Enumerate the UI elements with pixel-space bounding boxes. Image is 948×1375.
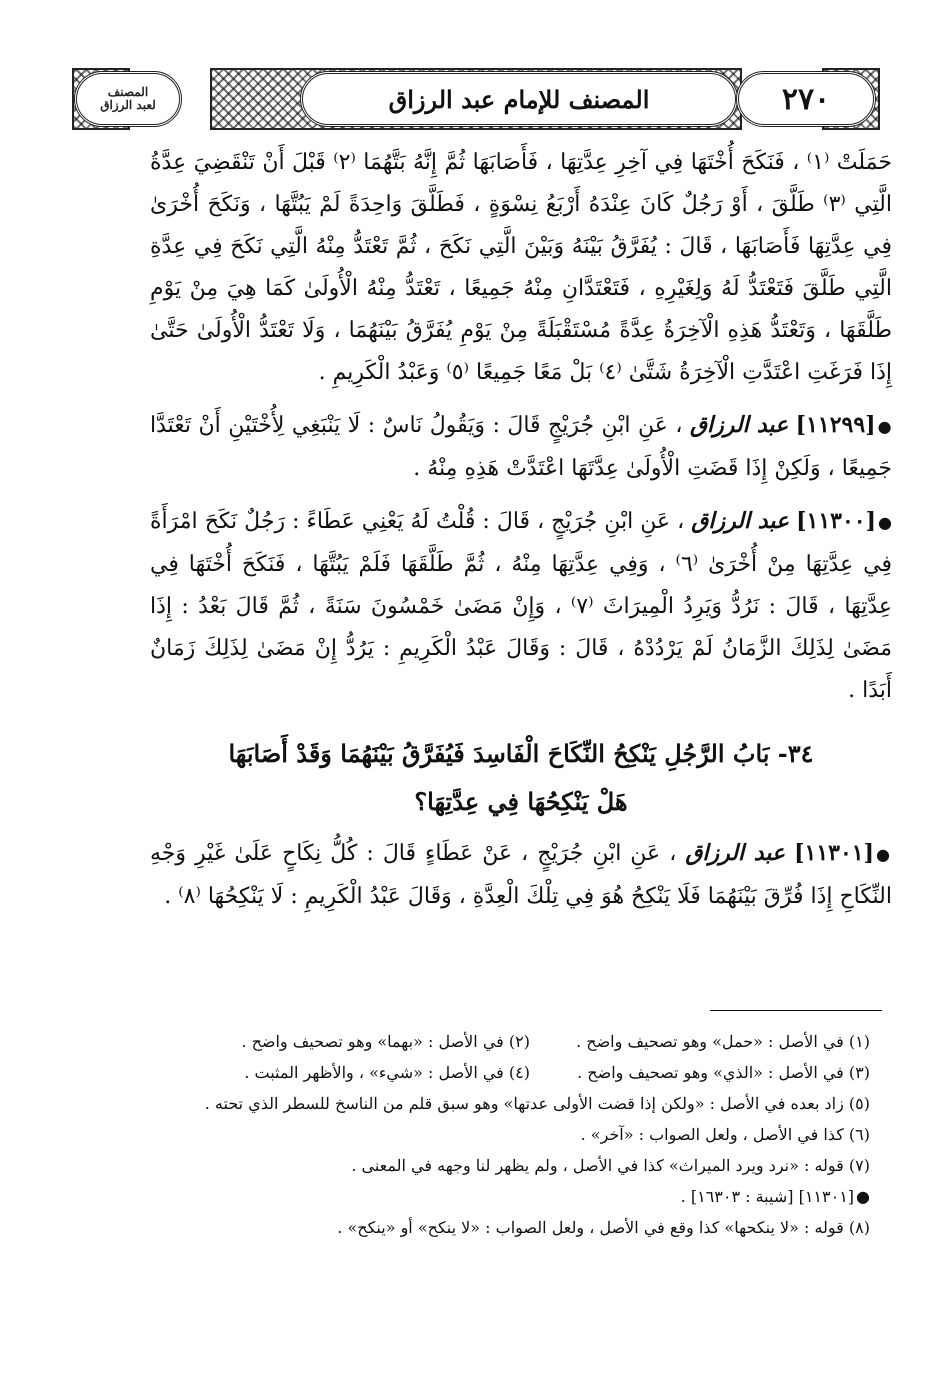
footnote-row [110,1026,870,1057]
main-text [150,142,892,918]
footnotes [110,1026,870,1243]
hadith-number: [١١٣٠١] [794,840,875,866]
paragraph-continuation: حَمَلَتْ ⁽١⁾ ، فَنَكَحَ أُخْتَهَا فِي آخِرِ عِدَّتِهَا ، فَأَصَابَهَا ثُمَّ إِنَّهُ بَتَّهُمَا ⁽٢⁾ قَبْلَ أَنْ تَنْقَضِيَ عِدَّةُ الَّتِي ⁽٣⁾ طَلَّقَ ، أَوْ رَجُلٌ كَانَ عِنْدَهُ أَرْبَعُ نِسْوَةٍ ، فَطَلَّقَ وَاحِدَةً لَمْ يَبُتَّهَا ، وَنَكَحَ أُخْرَىٰ فِي عِدَّتِهَا فَأَصَابَهَا ، قَالَ : يُفَرَّقُ بَيْنَهُ وَبَيْنَ الَّتِي نَكَحَ ، ثُمَّ تَعْتَدُّ مِنْهُ الَّتِي نَكَحَ فِي عِدَّةِ الَّتِي طَلَّقَ فَتَعْتَدُّ لَهُ وَلِغَيْرِهِ ، فَتَعْتَدَّانِ مِنْهُ جَمِيعًا ، تَعْتَدُّ مِنْهُ الْأُولَىٰ كَمَا هِيَ مِنْ يَوْمِ طَلَّقَهَا ، وَتَعْتَدُّ هَذِهِ الْآخِرَةُ عِدَّةً مُسْتَقْبَلَةً مِنْ يَوْمِ يُفَرَّقُ بَيْنَهُمَا ، وَلَا تَعْتَدُّ الْأُولَىٰ حَتَّىٰ إِذَا فَرَغَتِ اعْتَدَّتِ الْآخِرَةُ شَتَّىٰ ⁽٤⁾ بَلْ مَعًا جَمِيعًا ⁽٥⁾ وَعَبْدُ الْكَرِيمِ . [150,150,892,385]
footnote-reference-11301 [110,1181,870,1212]
reference-text: [١١٣٠١] [شيبة : ١٦٣٠٣] . [680,1187,855,1206]
hadith-11301 [150,832,892,918]
logo-line-1: المصنف [107,85,149,99]
hadith-text: ، عَنِ ابْنِ جُرَيْجٍ ، عَنْ عَطَاءٍ قَالَ : كُلُّ نِكَاحٍ عَلَىٰ غَيْرِ وَجْهِ النِّكَاحِ إِذَا فُرِّقَ بَيْنَهُمَا فَلَا يَنْكِحُ هُوَ فِي تِلْكَ الْعِدَّةِ ، وَقَالَ عَبْدُ الْكَرِيمِ : لَا يَنْكِحُهَا ⁽٨⁾ . [150,841,892,909]
hadith-number: [١١٢٩٩] [795,412,876,438]
footnote-6: (٦) كذا في الأصل ، ولعل الصواب : «آخر» . [580,1125,870,1144]
running-title [300,71,738,127]
footnote-1: (١) في الأصل : «حمل» وهو تصحيف واضح . [576,1032,870,1051]
footnote-separator [710,1010,882,1011]
hadith-number: [١١٣٠٠] [796,508,877,534]
chapter-heading-line-2: هَلْ يَنْكِحُهَا فِي عِدَّتِهَا؟ [414,787,628,816]
footnote-8: (٨) قوله : «لا ينكحها» كذا وقع في الأصل ، ولعل الصواب : «لا ينكح» أو «ينكح» . [337,1218,870,1237]
hadith-author: عبد الرزاق [685,840,786,866]
hadith-11300 [150,500,892,712]
logo-line-2: لعبد الرزاق [100,98,156,112]
footnote-7: (٧) قوله : «نرد ويرد الميراث» كذا في الأصل ، ولم يظهر لنا وجهه في المعنى . [351,1156,870,1175]
bullet-icon: ● [876,845,892,864]
hadith-text: ، عَنِ ابْنِ جُرَيْجٍ قَالَ : وَيَقُولُ نَاسٌ : لَا يَنْبَغِي لِأُخْتَيْنِ أَنْ تَعْتَدَّا جَمِيعًا ، وَلَكِنْ إِذَا قَضَتِ الْأُولَىٰ عِدَّتَهَا اعْتَدَّتْ هَذِهِ مِنْهُ . [150,413,892,481]
hadith-author: عبد الرزاق [691,508,790,534]
hadith-text: ، عَنِ ابْنِ جُرَيْجٍ ، قَالَ : قُلْتُ لَهُ يَعْنِي عَطَاءً : رَجُلٌ نَكَحَ امْرَأَةً فِي عِدَّتِهَا مِنْ أُخْرَىٰ ⁽٦⁾ ، وَفِي عِدَّتِهَا مِنْهُ ، ثُمَّ طَلَّقَهَا فَلَمْ يَبُتَّهَا ، فَنَكَحَ أُخْتَهَا فِي عِدَّتِهَا ، قَالَ : نَرُدُّ وَيَرِدُ الْمِيرَاثَ ⁽٧⁾ ، وَإِنْ مَضَىٰ خَمْسُونَ سَنَةً ، ثُمَّ قَالَ بَعْدُ : إِذَا مَضَىٰ لِذَلِكَ الزَّمَانُ لَمْ يَرْدُدْهُ ، قَالَ : وَقَالَ عَبْدُ الْكَرِيمِ : يَرُدُّ إِنْ مَضَىٰ لِذَلِكَ زَمَانٌ أَبَدًا . [150,509,893,703]
bullet-icon: ● [878,513,893,532]
book-title: المصنف للإمام عبد الرزاق [388,84,650,114]
footnote-5: (٥) زاد بعده في الأصل : «ولكن إذا قضت الأولى عدتها» وهو سبق قلم من الناسخ للسطر الذي تحته . [204,1094,870,1113]
book-logo [74,71,182,127]
footnote-3: (٣) في الأصل : «الذي» وهو تصحيف واضح . [577,1063,870,1082]
footnote-4: (٤) في الأصل : «شيء» ، والأظهر المثبت . [244,1063,530,1082]
hadith-author: عبد الرزاق [689,412,789,438]
chapter-heading-line-1: ٣٤- بَابُ الرَّجُلِ يَنْكِحُ النِّكَاحَ الْفَاسِدَ فَيُفَرَّقُ بَيْنَهُمَا وَقَدْ أَصَابَهَا [228,739,814,768]
chapter-heading [150,730,892,826]
page-number: ٢٧٠ [781,81,831,117]
footnote-2: (٢) في الأصل : «بهما» وهو تصحيف واضح . [241,1032,530,1051]
hadith-11299 [150,404,892,490]
footnote-row [110,1057,870,1088]
page-header [72,68,880,130]
bullet-icon: ● [877,417,893,436]
bullet-icon: ● [856,1187,870,1206]
page-number-box [736,71,876,127]
